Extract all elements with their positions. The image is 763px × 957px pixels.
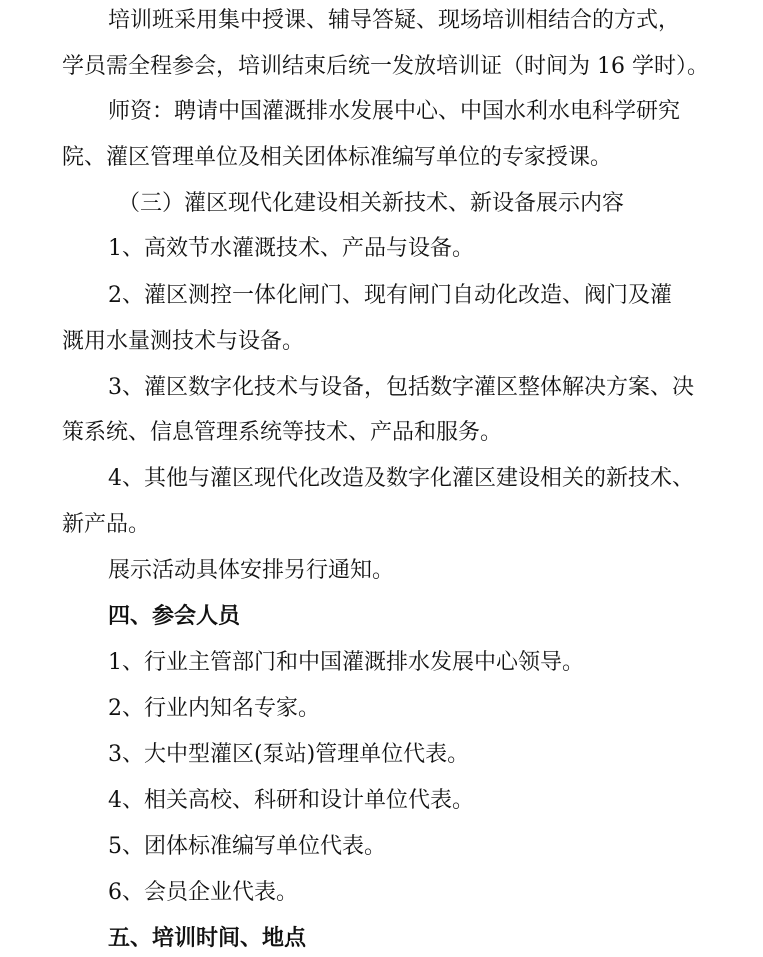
exhibit-item-4-line2: 新产品。 xyxy=(62,512,151,537)
exhibit-item-4-line1: 4、其他与灌区现代化改造及数字化灌区建设相关的新技术、 xyxy=(108,466,694,491)
attendee-item-3: 3、大中型灌区(泵站)管理单位代表。 xyxy=(108,742,470,767)
exhibit-notice: 展示活动具体安排另行通知。 xyxy=(108,558,395,583)
attendee-item-5: 5、团体标准编写单位代表。 xyxy=(108,834,386,859)
exhibit-item-3-line1: 3、灌区数字化技术与设备，包括数字灌区整体解决方案、决 xyxy=(108,375,694,400)
attendee-item-2: 2、行业内知名专家。 xyxy=(108,696,320,721)
attendee-item-4: 4、相关高校、科研和设计单位代表。 xyxy=(108,788,474,813)
exhibit-item-3-line2: 策系统、信息管理系统等技术、产品和服务。 xyxy=(62,420,503,445)
exhibit-item-2-line1: 2、灌区测控一体化闸门、现有闸门自动化改造、阀门及灌 xyxy=(108,283,672,308)
paragraph-training-method-line2: 学员需全程参会，培训结束后统一发放培训证（时间为 16 学时）。 xyxy=(62,54,709,79)
paragraph-training-method-line1: 培训班采用集中授课、辅导答疑、现场培训相结合的方式， xyxy=(108,8,681,33)
section-five-heading: 五、培训时间、地点 xyxy=(108,926,307,951)
paragraph-instructors-line1: 师资：聘请中国灌溉排水发展中心、中国水利水电科学研究 xyxy=(108,99,681,124)
attendee-item-6: 6、会员企业代表。 xyxy=(108,880,298,905)
attendee-item-1: 1、行业主管部门和中国灌溉排水发展中心领导。 xyxy=(108,650,584,675)
exhibit-item-1: 1、高效节水灌溉技术、产品与设备。 xyxy=(108,236,474,261)
exhibit-item-2-line2: 溉用水量测技术与设备。 xyxy=(62,329,305,354)
paragraph-instructors-line2: 院、灌区管理单位及相关团体标准编写单位的专家授课。 xyxy=(62,145,613,170)
section-four-heading: 四、参会人员 xyxy=(108,604,241,629)
section-three-title: （三）灌区现代化建设相关新技术、新设备展示内容 xyxy=(118,191,625,216)
